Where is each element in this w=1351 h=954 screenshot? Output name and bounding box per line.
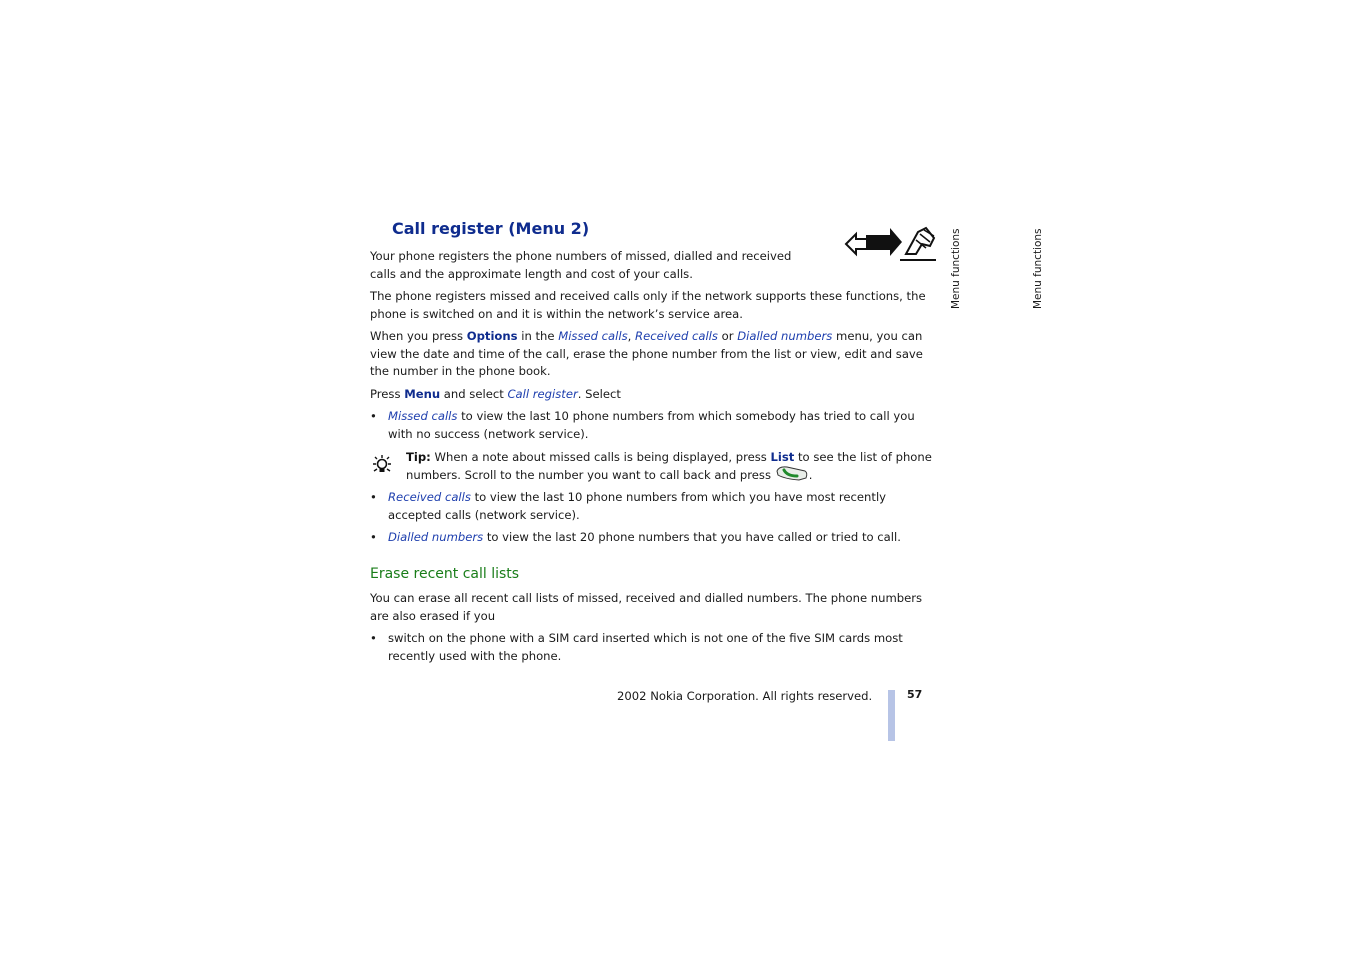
bullet-dot: • <box>370 530 377 544</box>
call-key-icon <box>775 465 809 481</box>
side-label-left: Menu functions <box>950 228 962 309</box>
list-keyword: List <box>770 450 795 464</box>
bullet-text: to view the last 20 phone numbers that you have called or tried to call. <box>483 530 901 544</box>
bullet-dot: • <box>370 631 377 645</box>
missed-calls-ref: Missed calls <box>558 329 628 343</box>
side-label-right: Menu functions <box>1032 228 1044 309</box>
call-register-arrows-icon <box>844 224 938 264</box>
bullet-dot: • <box>370 490 377 504</box>
tip-lightbulb-icon <box>370 454 394 478</box>
received-calls-ref: Received calls <box>635 329 718 343</box>
page-number-bar <box>888 690 895 741</box>
bullet-text: to view the last 10 phone numbers from which somebody has tried to call you with no success (network service). <box>388 409 915 441</box>
network-paragraph: The phone registers missed and received calls only if the network supports these functions, the phone is switched on and it is within the network’s service area. <box>370 289 926 321</box>
subsection-title: Erase recent call lists <box>370 566 520 582</box>
bullet-term: Received calls <box>388 490 471 504</box>
bullet-term: Dialled numbers <box>388 530 484 544</box>
tip-label: Tip: <box>406 450 431 464</box>
intro-paragraph: Your phone registers the phone numbers of missed, dialled and received calls and the approximate length and cost of your calls. <box>370 249 792 281</box>
bullet-text: to view the last 10 phone numbers from which you have most recently accepted calls (network service). <box>388 490 887 522</box>
bullet-term: Missed calls <box>388 409 458 423</box>
dialled-numbers-ref: Dialled numbers <box>737 329 833 343</box>
tip-note: Tip: When a note about missed calls is being displayed, press List to see the list of phone numbers. Scroll to the number you want to call back and press . <box>406 450 932 482</box>
menu-keyword: Menu <box>404 387 441 401</box>
options-paragraph: When you press Options in the Missed calls, Received calls or Dialled numbers menu, you can view the date and time of the call, erase the phone number from the list or view, edit and save the number in the phone book. <box>370 329 923 379</box>
bullet-dot: • <box>370 409 377 423</box>
footer-copyright: 2002 Nokia Corporation. All rights reserved. <box>617 689 873 703</box>
erase-paragraph: You can erase all recent call lists of missed, received and dialled numbers. The phone numbers are also erased if you <box>370 591 923 623</box>
page-number: 57 <box>907 688 923 701</box>
options-keyword: Options <box>466 329 518 343</box>
call-register-ref: Call register <box>507 387 578 401</box>
bullet-text: switch on the phone with a SIM card inserted which is not one of the five SIM cards most recently used with the phone. <box>388 631 903 663</box>
press-menu-paragraph: Press Menu and select Call register. Select <box>370 387 621 401</box>
section-title: Call register (Menu 2) <box>392 219 590 238</box>
